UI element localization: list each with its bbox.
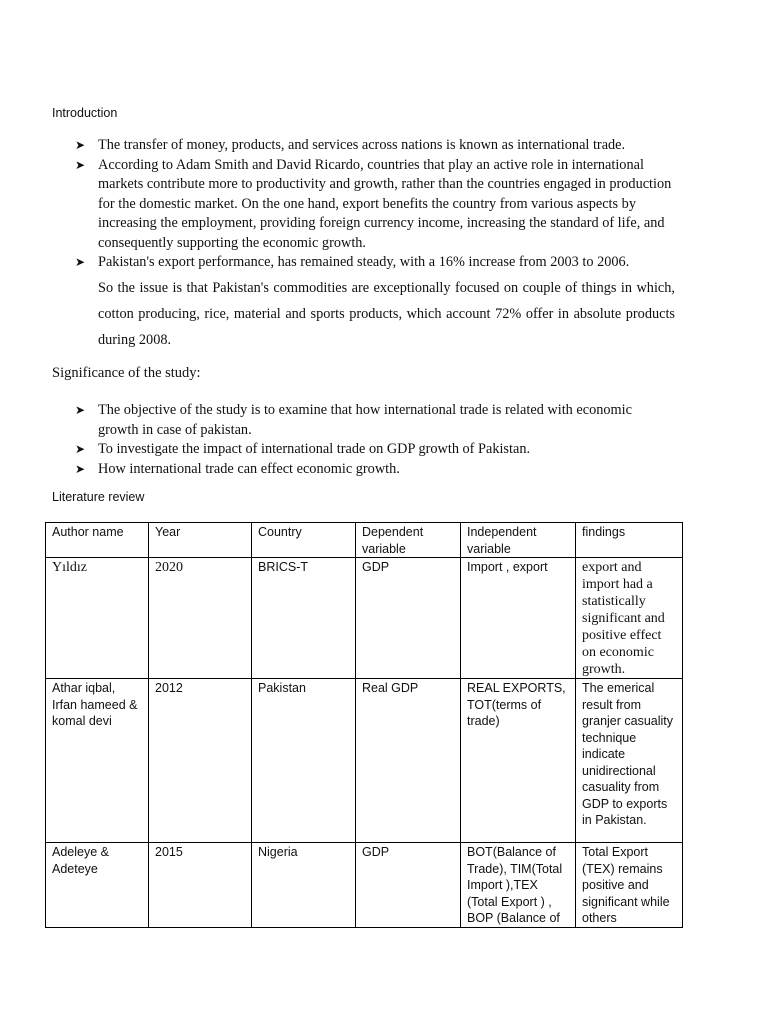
table-row	[46, 843, 683, 928]
literature-review-table	[45, 522, 683, 928]
table-cell: The emerical result from granjer casuality technique indicate unidirectional casuality from GDP to exports in Pakistan.	[576, 679, 683, 843]
table-cell: Import , export	[461, 558, 576, 679]
table-cell: Pakistan	[252, 679, 356, 843]
column-header: findings	[576, 523, 683, 558]
table-cell: Nigeria	[252, 843, 356, 928]
table-cell: Yıldız	[46, 558, 149, 679]
table-cell: export and import had a statistically significant and positive effect on economic growth.	[576, 558, 683, 679]
column-header: Author name	[46, 523, 149, 558]
table-cell: Real GDP	[356, 679, 461, 843]
column-header: Year	[149, 523, 252, 558]
column-header: Country	[252, 523, 356, 558]
table-cell: 2015	[149, 843, 252, 928]
list-item	[75, 156, 675, 254]
bullet-text: To investigate the impact of international trade on GDP growth of Pakistan.	[98, 441, 531, 457]
bullet-continuation-text: So the issue is that Pakistan's commodities are exceptionally focused on couple of things in which, cotton producing, rice, material and sports products, which account 72% offer in absolute products during 2008.	[98, 279, 675, 348]
table-cell: Total Export (TEX) remains positive and significant while others	[576, 843, 683, 928]
introduction-bullet-list	[75, 136, 675, 353]
literature-review-heading: Literature review	[52, 490, 145, 504]
bullet-text: How international trade can effect economic growth.	[98, 460, 400, 477]
significance-bullet-list	[75, 401, 675, 479]
column-header: Independent variable	[461, 523, 576, 558]
bullet-text: Pakistan's export performance, has remained steady, with a 16% increase from 2003 to 2006.	[98, 254, 630, 270]
arrow-bullet-icon: ➤	[75, 403, 86, 417]
table-cell: GDP	[356, 843, 461, 928]
list-item	[75, 440, 675, 460]
table-cell: REAL EXPORTS, TOT(terms of trade)	[461, 679, 576, 843]
introduction-heading: Introduction	[52, 106, 118, 120]
table-cell: BOT(Balance of Trade), TIM(Total Import ),TEX (Total Export ) , BOP (Balance of	[461, 843, 576, 928]
table-cell: 2020	[149, 558, 252, 679]
list-item	[75, 401, 675, 440]
significance-heading: Significance of the study:	[52, 365, 201, 381]
arrow-bullet-icon: ➤	[75, 442, 86, 456]
table-cell: Athar iqbal, Irfan hameed & komal devi	[46, 679, 149, 843]
list-item	[75, 253, 675, 353]
arrow-bullet-icon: ➤	[75, 461, 86, 476]
table-header-row	[46, 523, 683, 558]
arrow-bullet-icon: ➤	[75, 157, 86, 172]
table-cell: BRICS-T	[252, 558, 356, 679]
arrow-bullet-icon: ➤	[75, 138, 86, 152]
list-item	[75, 460, 675, 480]
bullet-text: The transfer of money, products, and services across nations is known as international trade.	[98, 137, 626, 153]
table-cell: GDP	[356, 558, 461, 679]
column-header: Dependent variable	[356, 523, 461, 558]
table-row	[46, 679, 683, 843]
bullet-text: According to Adam Smith and David Ricardo, countries that play an active role in international markets contribute more to productivity and growth, rather than the countries engaged in production for the domestic market. On the one hand, export benefits the country from various aspects by increasing the employment, providing foreign currency income, increasing the standard of life, and consequently supporting the economic growth.	[98, 156, 672, 251]
arrow-bullet-icon: ➤	[75, 255, 86, 269]
table-cell: 2012	[149, 679, 252, 843]
table-cell: Adeleye & Adeteye	[46, 843, 149, 928]
bullet-text: The objective of the study is to examine that how international trade is related with economic growth in case of pakistan.	[98, 402, 632, 438]
list-item	[75, 136, 675, 156]
table-row	[46, 558, 683, 679]
